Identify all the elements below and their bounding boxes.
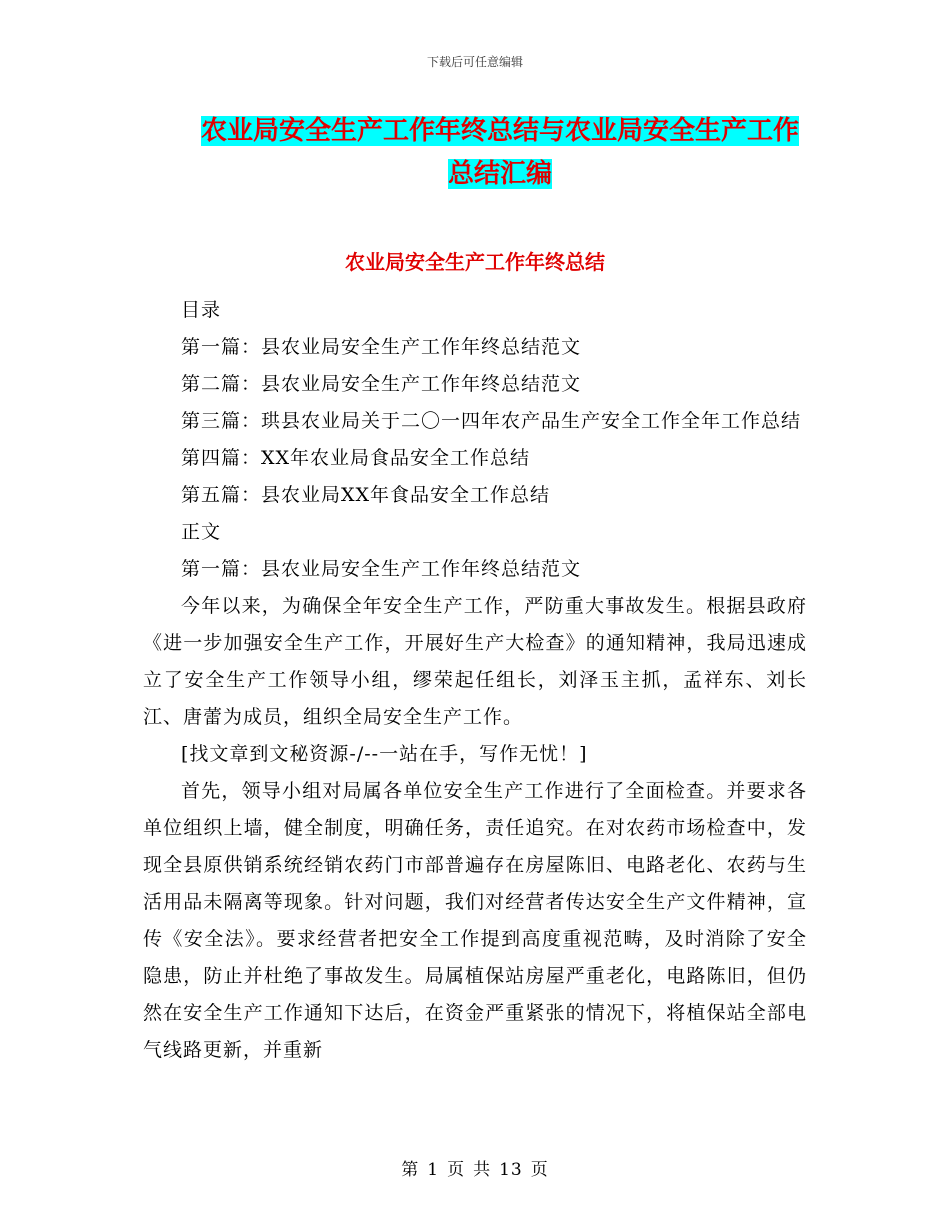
section-title: 农业局安全生产工作年终总结	[345, 250, 605, 274]
chapter-1-heading: 第一篇：县农业局安全生产工作年终总结范文	[181, 558, 582, 580]
toc-heading: 目录	[181, 299, 222, 321]
header-note: 下载后可任意编辑	[426, 55, 523, 69]
total-page-count: 13	[499, 1160, 523, 1180]
document-title-line-2: 总结汇编	[447, 159, 552, 189]
document-title-line-1: 农业局安全生产工作年终总结与农业局安全生产工作	[200, 116, 799, 146]
footer-word-total: 共	[473, 1160, 492, 1180]
body-paragraph-1: 今年以来，为确保全年安全生产工作，严防重大事故发生。根据县政府《进一步加强安全生产工作，开展好生产大检查》的通知精神，我局迅速成立了安全生产工作领导小组，缪荣起任组长，刘泽玉主抓，孟祥东、刘长江、唐蕾为成员，组织全局安全生产工作。	[143, 595, 807, 728]
toc-item-2: 第二篇：县农业局安全生产工作年终总结范文	[181, 373, 582, 395]
current-page-number: 1	[427, 1160, 440, 1180]
document-body	[143, 292, 807, 1069]
footer-word-ye-2: 页	[530, 1160, 549, 1180]
source-note: [找文章到文秘资源-/--一站在手，写作无忧！]	[181, 743, 588, 765]
page-footer	[0, 1155, 950, 1180]
toc-item-4: 第四篇：XX年农业局食品安全工作总结	[181, 447, 531, 469]
document-title	[140, 110, 860, 196]
toc-item-1: 第一篇：县农业局安全生产工作年终总结范文	[181, 336, 582, 358]
toc-item-5: 第五篇：县农业局XX年食品安全工作总结	[181, 484, 551, 506]
body-heading: 正文	[181, 521, 222, 543]
toc-item-3: 第三篇：珙县农业局关于二〇一四年农产品生产安全工作全年工作总结	[181, 410, 802, 432]
body-paragraph-2: 首先，领导小组对局属各单位安全生产工作进行了全面检查。并要求各单位组织上墙，健全制度，明确任务，责任追究。在对农药市场检查中，发现全县原供销系统经销农药门市部普遍存在房屋陈旧、电路老化、农药与生活用品未隔离等现象。针对问题，我们对经营者传达安全生产文件精神，宣传《安全法》。要求经营者把安全工作提到高度重视范畴，及时消除了安全隐患，防止并杜绝了事故发生。局属植保站房屋严重老化，电路陈旧，但仍然在安全生产工作通知下达后，在资金严重紧张的情况下，将植保站全部电气线路更新，并重新	[143, 780, 807, 1061]
footer-word-page: 第	[401, 1160, 420, 1180]
footer-word-ye: 页	[447, 1160, 466, 1180]
